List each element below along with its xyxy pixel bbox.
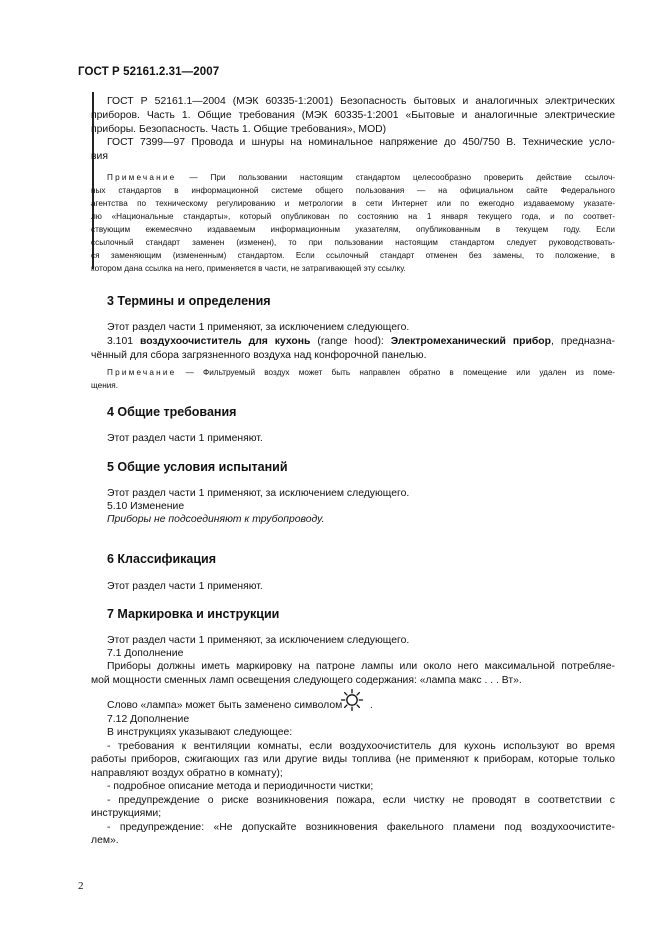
reference-gost-52161-1-line1: ГОСТ Р 52161.1—2004 (МЭК 60335-1:2001) Безопасность бытовых и аналогичных электрических: [107, 96, 615, 107]
document-header: ГОСТ Р 52161.2.31—2007: [78, 66, 220, 78]
note-3-101-line1: Примечание — Фильтруемый воздух может быть направлен обратно в помещение или удален из поме-: [107, 368, 615, 377]
instruction-item-fire-risk-line2: инструкциями;: [91, 808, 162, 819]
note-3-101-line2: щения.: [91, 381, 119, 390]
section-6-heading: 6 Классификация: [107, 552, 217, 566]
instruction-item-fire-risk-line1: - предупреждение о риске возникновения пожара, если чистку не проводят в соответствии с: [107, 795, 615, 806]
instruction-item-flame-warning-line2: лем».: [91, 835, 119, 846]
instruction-item-ventilation-line2: работы приборов, сжигающих газ или другие виды топлива (не применяют к приборам, которые только: [91, 754, 615, 765]
clause-7-1-text-line1: Приборы должны иметь маркировку на патроне лампы или около него максимальной потребляе-: [107, 661, 615, 672]
note-label: Примечание: [107, 368, 177, 377]
reference-gost-52161-1-line3: приборы. Безопасность. Часть 1. Общие требования», MOD): [91, 124, 387, 135]
lamp-symbol-icon: [340, 688, 364, 712]
section-3-intro: Этот раздел части 1 применяют, за исключением следующего.: [107, 322, 410, 333]
section-5-intro: Этот раздел части 1 применяют, за исключением следующего.: [107, 488, 410, 499]
page-number: 2: [78, 880, 84, 892]
instruction-item-ventilation-line1: - требования к вентиляции комнаты, если воздухоочиститель для кухонь используют во время: [107, 741, 615, 752]
note-references-line: ся заменяющим (измененным) стандартом. Если ссылочный стандарт отменен без замены, то положение, в: [91, 251, 615, 260]
section-7-heading: 7 Маркировка и инструкции: [107, 607, 280, 621]
note-references-line: ссылочный стандарт заменен (изменен), то при пользовании настоящим стандартом следует руководствовать-: [91, 238, 615, 247]
clause-7-1-title: 7.1 Дополнение: [107, 648, 184, 659]
instruction-item-flame-warning-line1: - предупреждение: «Не допускайте возникновения факельного пламени под воздухоочистите-: [107, 822, 615, 833]
clause-5-10-title: 5.10 Изменение: [107, 501, 185, 512]
note-references-line: лю «Национальные стандарты», который опубликован по состоянию на 1 января текущего года, и по соответ-: [91, 212, 615, 221]
note-references-line: агентства по техническому регулированию и метрологии в сети Интернет или по ежегодно издаваемому указате-: [91, 199, 615, 208]
lamp-symbol-sentence: Слово «лампа» может быть заменено символом: [107, 700, 343, 711]
reference-gost-7399-line2: вия: [91, 151, 108, 162]
note-references-line: ствующим ежемесячно издаваемым информационным указателям, опубликованным в текущем году. Если: [91, 225, 615, 234]
section-4-heading: 4 Общие требования: [107, 405, 237, 419]
lamp-symbol-sentence-end: .: [370, 700, 373, 711]
note-references-line: ных стандартов в информационной системе общего пользования — на официальном сайте Федерального: [91, 186, 615, 195]
definition-genus: Электромеханический прибор: [390, 336, 551, 347]
reference-gost-52161-1-line2: приборов. Часть 1. Общие требования (МЭК 60335-1:2001 «Бытовые и аналогичные электрические: [91, 110, 615, 121]
note-references-line1: Примечание — При пользовании настоящим стандартом целесообразно проверить действие ссылоч-: [107, 173, 615, 182]
clause-5-10-text: Приборы не подсоединяют к трубопроводу.: [107, 514, 325, 525]
note-references-line: котором дана ссылка на него, применяется в части, не затрагивающей эту ссылку.: [91, 264, 406, 273]
section-6-text: Этот раздел части 1 применяют.: [107, 581, 263, 592]
section-7-intro: Этот раздел части 1 применяют, за исключением следующего.: [107, 635, 410, 646]
instruction-item-ventilation-line3: направляют воздух обратно в комнату);: [91, 768, 283, 779]
definition-3-101-line2: чённый для сбора загрязненного воздуха над конфорочной панелью.: [91, 350, 427, 361]
defined-term: воздухоочиститель для кухонь: [139, 336, 311, 347]
definition-3-101-line1: 3.101 воздухоочиститель для кухонь (range hood): Электромеханический прибор, предназна-: [107, 336, 615, 347]
section-3-heading: 3 Термины и определения: [107, 294, 271, 308]
section-4-text: Этот раздел части 1 применяют.: [107, 433, 263, 444]
clause-7-1-text-line2: мой мощности сменных ламп освещения следующего содержания: «лампа макс . . . Вт».: [91, 675, 522, 686]
clause-7-12-title: 7.12 Дополнение: [107, 714, 190, 725]
instructions-intro: В инструкциях указывают следующее:: [107, 727, 293, 738]
instruction-item-cleaning: - подробное описание метода и периодичности чистки;: [107, 781, 374, 792]
section-5-heading: 5 Общие условия испытаний: [107, 460, 288, 474]
reference-gost-7399-line1: ГОСТ 7399—97 Провода и шнуры на номинальное напряжение до 450/750 В. Технические усло-: [107, 137, 615, 148]
note-label: Примечание: [107, 173, 177, 182]
